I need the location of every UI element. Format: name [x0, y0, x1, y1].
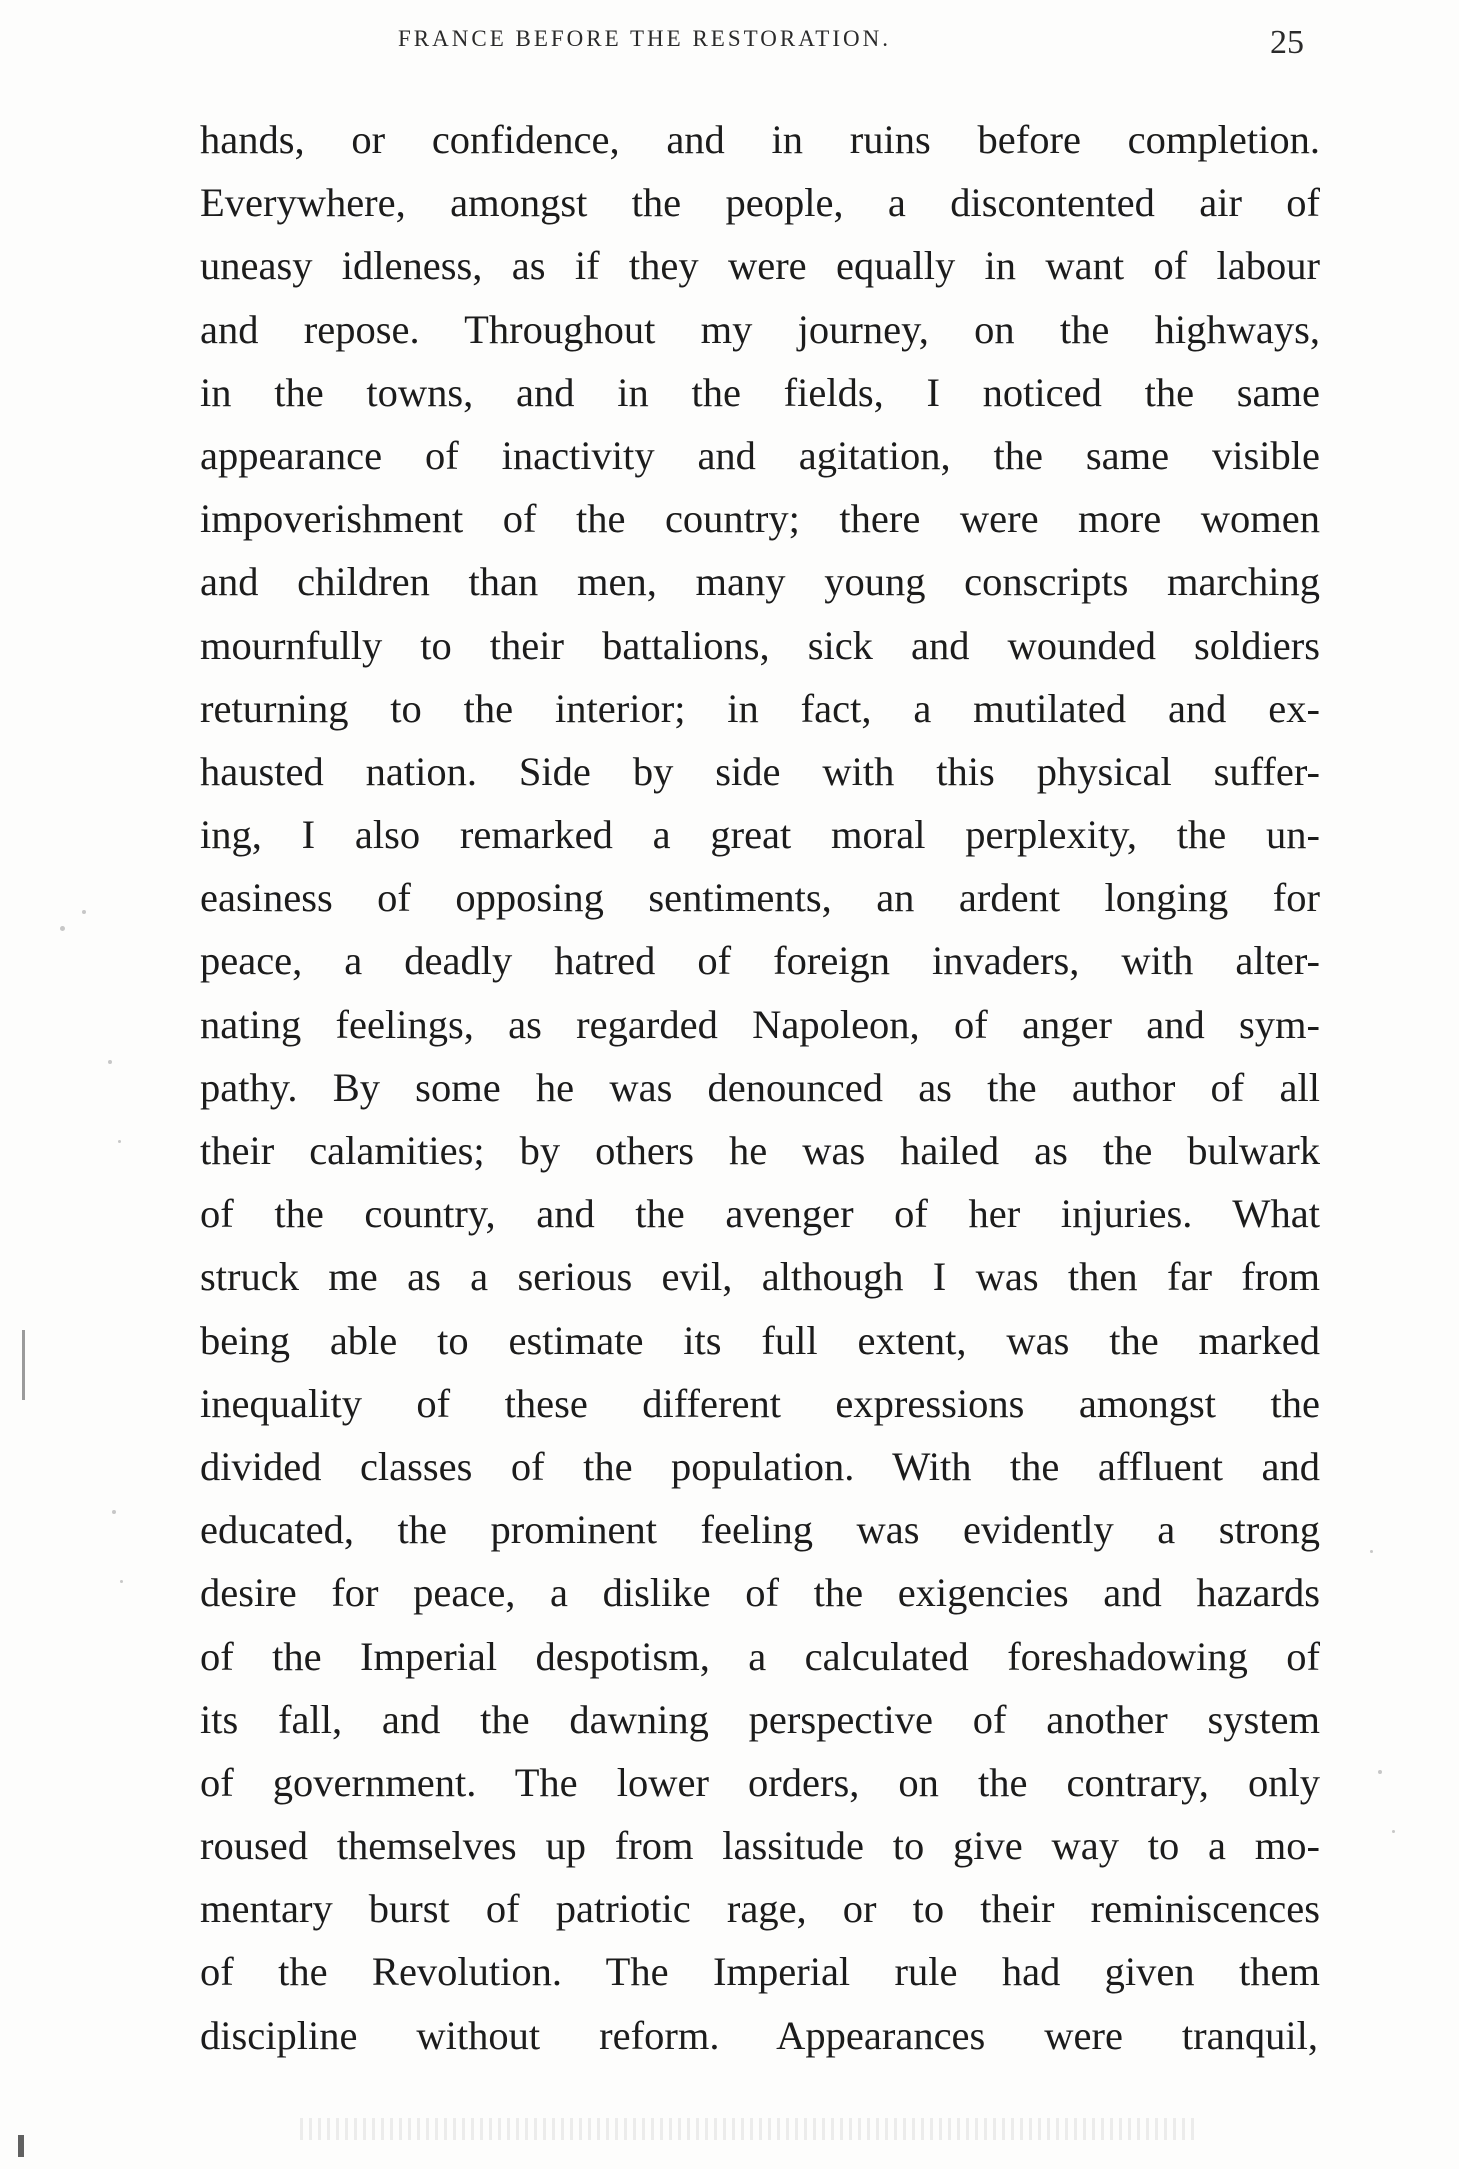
- text-line: discipline without reform. Appearances were tranquil,: [200, 2012, 1318, 2058]
- text-line: hands, or confidence, and in ruins before completion.: [200, 117, 1320, 162]
- scan-speck: [60, 926, 65, 931]
- text-line: of the country, and the avenger of her injuries. What: [200, 1191, 1320, 1237]
- text-line: struck me as a serious evil, although I was then far from: [200, 1254, 1320, 1300]
- scan-speck: [112, 1510, 116, 1514]
- page-number: 25: [1270, 24, 1304, 61]
- text-line: their calamities; by others he was hailed as the bulwark: [200, 1128, 1320, 1173]
- text-line: mentary burst of patriotic rage, or to their reminiscences: [200, 1886, 1320, 1932]
- running-head: [0, 26, 1459, 66]
- text-line: in the towns, and in the fields, I noticed the same: [200, 369, 1320, 415]
- text-line: its fall, and the dawning perspective of another system: [200, 1696, 1320, 1742]
- text-line: impoverishment of the country; there were more women: [200, 496, 1320, 542]
- margin-mark: [22, 1330, 25, 1400]
- text-line: hausted nation. Side by side with this physical suffer-: [200, 748, 1320, 794]
- text-line: appearance of inactivity and agitation, the same visible: [200, 432, 1320, 478]
- text-line: mournfully to their battalions, sick and wounded soldiers: [200, 622, 1320, 668]
- text-line: roused themselves up from lassitude to give way to a mo-: [200, 1823, 1320, 1869]
- text-line: educated, the prominent feeling was evidently a strong: [200, 1507, 1320, 1553]
- scan-speck: [118, 1140, 121, 1143]
- text-line: inequality of these different expressions amongst the: [200, 1380, 1320, 1426]
- text-line: desire for peace, a dislike of the exigencies and hazards: [200, 1570, 1320, 1616]
- text-line: returning to the interior; in fact, a mutilated and ex-: [200, 685, 1320, 731]
- text-line: nating feelings, as regarded Napoleon, of anger and sym-: [200, 1001, 1320, 1047]
- text-line: of the Revolution. The Imperial rule had given them: [200, 1949, 1320, 1995]
- text-line: Everywhere, amongst the people, a discontented air of: [200, 180, 1320, 226]
- scan-speck: [1392, 1830, 1395, 1833]
- text-line: and children than men, many young conscripts marching: [200, 559, 1320, 605]
- text-line: of government. The lower orders, on the contrary, only: [200, 1759, 1320, 1805]
- body-text: [200, 108, 1320, 2067]
- margin-mark: [18, 2135, 24, 2157]
- text-line: peace, a deadly hatred of foreign invaders, with alter-: [200, 938, 1320, 984]
- scan-speck: [120, 1580, 123, 1583]
- text-line: of the Imperial despotism, a calculated foreshadowing of: [200, 1633, 1320, 1679]
- scan-noise: [300, 2118, 1200, 2140]
- text-line: being able to estimate its full extent, was the marked: [200, 1317, 1320, 1363]
- scan-speck: [1378, 1770, 1382, 1774]
- running-title: FRANCE BEFORE THE RESTORATION.: [398, 26, 891, 51]
- text-line: divided classes of the population. With the affluent and: [200, 1443, 1320, 1489]
- scan-speck: [1370, 1550, 1373, 1553]
- scan-speck: [82, 910, 86, 914]
- text-line: easiness of opposing sentiments, an ardent longing for: [200, 875, 1320, 921]
- text-line: ing, I also remarked a great moral perplexity, the un-: [200, 812, 1320, 858]
- text-line: uneasy idleness, as if they were equally in want of labour: [200, 243, 1320, 289]
- scan-speck: [108, 1060, 112, 1064]
- text-line: pathy. By some he was denounced as the author of all: [200, 1064, 1320, 1110]
- text-line: and repose. Throughout my journey, on the highways,: [200, 306, 1320, 352]
